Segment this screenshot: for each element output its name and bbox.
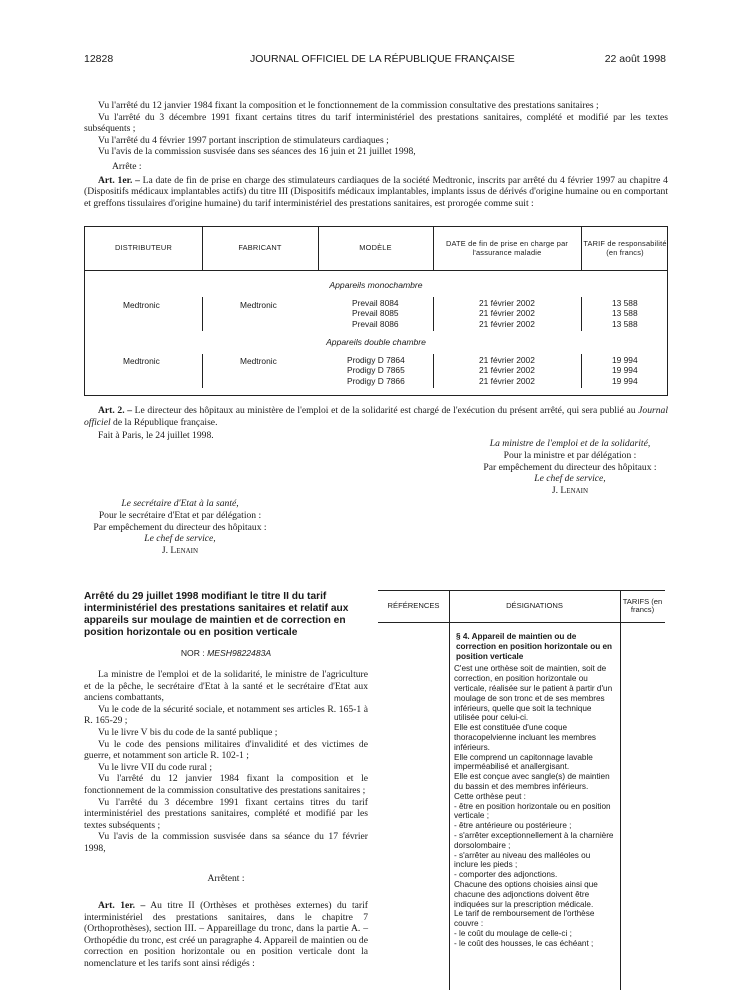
issue-date: 22 août 1998: [604, 53, 666, 65]
second-decree-left-column: [84, 591, 368, 970]
journal-title: JOURNAL OFFICIEL DE LA RÉPUBLIQUE FRANÇAISE: [250, 53, 515, 65]
designation-line: Elle est constituée d'une coque thoracopelvienne incluant les membres inférieurs.: [454, 723, 596, 752]
group-label: Appareils monochambre: [329, 280, 423, 290]
modele-cell: Prevail 8086: [352, 318, 399, 329]
signatory-role: Le chef de service,: [144, 533, 216, 545]
date-cell: 21 février 2002: [479, 355, 535, 365]
journal-officiel-ref: Journal officiel: [84, 405, 669, 428]
tarif-cell: 19 994: [612, 355, 638, 365]
article-1-label: Art. 1er. –: [98, 900, 146, 912]
col-header-tarif: TARIF de responsabilité (en francs): [583, 239, 667, 257]
distributeur-cell: Medtronic: [123, 300, 160, 310]
article-1-text: La date de fin de prise en charge des stimulateurs cardiaques de la société Medtronic, inscrits par arrêté du 4 février 1997 au chapitre 4 (Dispositifs médicaux implantables actifs) du titre III (Dispositifs médicaux implantables, implants issus de dérivés d'origine humaine ou en comportant et greffons tissulaires d'origine humaine) du tarif interministériel des prestations sanitaires, est prorogée comme suit :: [84, 174, 668, 209]
modele-cell: Prevail 8084: [352, 298, 399, 308]
date-cell: 21 février 2002: [479, 298, 535, 308]
article-2-text-end: de la République française.: [113, 416, 218, 428]
tarif-cell: 13 588: [612, 318, 638, 329]
signature-block-right: [460, 438, 680, 497]
modele-cell: Prodigy D 7865: [347, 365, 405, 376]
signatory-delegation: Pour le secrétaire d'Etat et par délégation :: [98, 509, 262, 521]
table-row: [352, 298, 399, 329]
arrete-heading: Arrête :: [112, 160, 142, 172]
modele-cell: Prodigy D 7864: [347, 355, 405, 365]
fabricant-cell: Medtronic: [240, 300, 277, 310]
signatory-name: J. Lenain: [161, 545, 199, 557]
designation-line: - s'arrêter exceptionnellement à la charnière dorsolombaire ;: [454, 830, 614, 850]
preamble-paragraph: La ministre de l'emploi et de la solidarité, le ministre de l'agriculture et de la pêche, le secrétaire d'Etat à la santé et le secrétaire d'Etat aux anciens combattants,: [84, 669, 368, 704]
visa-paragraph: Vu l'arrêté du 12 janvier 1984 fixant la composition et le fonctionnement de la commission consultative des prestations sanitaires ;: [98, 100, 599, 111]
designation-line: - être en position horizontale ou en position verticale ;: [454, 801, 611, 821]
designation-line: Elle comprend un capitonnage lavable imperméabilisé et anallergisant.: [454, 752, 593, 772]
signatory-impediment: Par empêchement du directeur des hôpitaux :: [93, 521, 267, 533]
orthesis-table: [378, 590, 665, 990]
second-article-1: [84, 900, 368, 970]
nor-code: MESH9822483A: [207, 648, 272, 658]
designation-line: Chacune des options choisies ainsi que chacune des adjonctions doivent être indiquées sur la prescription médicale.: [454, 879, 598, 909]
designation-line: - comporter des adjonctions.: [454, 870, 558, 880]
signatory-role: Le chef de service,: [534, 473, 606, 485]
nor-label: NOR :: [180, 648, 205, 658]
designation-line: - s'arrêter au niveau des malléoles ou inclure les pieds ;: [454, 850, 591, 870]
article-2-block: [84, 405, 668, 442]
visa-paragraph: Vu l'arrêté du 4 février 1997 portant inscription de stimulateurs cardiaques ;: [98, 134, 389, 146]
col-header-distributeur: DISTRIBUTEUR: [114, 243, 172, 253]
preamble-paragraph: Vu le livre VII du code rural ;: [98, 761, 213, 773]
article-1-label: Art. 1er. –: [98, 174, 140, 186]
signature-block-left: [70, 498, 290, 557]
signatory-name: J. Lenain: [551, 485, 589, 497]
col-header-date: DATE de fin de prise en charge par l'assurance maladie: [445, 239, 569, 257]
date-cell: 21 février 2002: [479, 375, 535, 386]
tarif-cell: 13 588: [612, 308, 638, 319]
preamble-paragraph: Vu le livre V bis du code de la santé publique ;: [98, 726, 278, 738]
nor-line: [84, 648, 368, 658]
signatory-impediment: Par empêchement du directeur des hôpitaux :: [483, 461, 657, 473]
group-label: Appareils double chambre: [326, 337, 426, 347]
designation-line: C'est une orthèse soit de maintien, soit de correction, en position horizontale ou verticale, réalisée sur le patient à partir d'un moulage de son tronc et de ses membres inférieurs, quelle que soit la technique utilisée pour celui-ci.: [454, 664, 613, 723]
signatory-delegation: Pour la ministre et par délégation :: [503, 449, 637, 461]
article-2-label: Art. 2. –: [98, 405, 133, 416]
designations-cell: [454, 632, 616, 949]
fait-a-paris: Fait à Paris, le 24 juillet 1998.: [98, 430, 214, 442]
first-decree-visas: [84, 100, 668, 209]
preamble-paragraph: Vu le code de la sécurité sociale, et notamment ses articles R. 165-1 à R. 165-29 ;: [84, 703, 368, 727]
modele-cell: Prevail 8085: [352, 308, 399, 319]
signatory-title: La ministre de l'emploi et de la solidarité,: [489, 438, 651, 449]
visa-paragraph: Vu l'avis de la commission susvisée dans ses séances des 16 juin et 21 juillet 1998,: [98, 146, 416, 158]
preamble-paragraph: Vu l'avis de la commission susvisée dans sa séance du 17 février 1998,: [84, 831, 368, 854]
visa-paragraph: Vu l'arrêté du 3 décembre 1991 fixant certains titres du tarif interministériel des prestations sanitaires, complété et modifié par les textes subséquents ;: [84, 111, 668, 135]
col-header-modele: MODÈLE: [359, 243, 392, 253]
tarif-cell: 19 994: [612, 365, 638, 376]
col-header-designations: DÉSIGNATIONS: [506, 600, 563, 610]
col-header-references: RÉFÉRENCES: [387, 600, 440, 610]
article-1-text: Au titre II (Orthèses et prothèses externes) du tarif interministériel des prestations sanitaires, dans le chapitre 7 (Orthoprothèses), section III. – Appareillage du tronc, dans la partie A. – Orthopédie du tronc, est créé un paragraphe 4. Appareil de maintien ou de correction en position horizontale ou en position verticale dont la nomenclature et les tarifs sont ainsi rédigés :: [84, 900, 368, 970]
article-2-text: Le directeur des hôpitaux au ministère de l'emploi et de la solidarité est chargé de l'exécution du présent arrêté, qui sera publié au: [134, 405, 636, 416]
article-1: [84, 175, 668, 210]
stimulators-table: [84, 226, 668, 396]
date-cell: 21 février 2002: [479, 318, 535, 329]
signatory-title: Le secrétaire d'Etat à la santé,: [121, 498, 239, 509]
designation-line: - le coût du moulage de celle-ci ;: [454, 928, 572, 938]
designation-line: - être antérieure ou postérieure ;: [454, 821, 572, 831]
designation-line: Cette orthèse peut :: [454, 791, 526, 801]
page-number: 12828: [84, 53, 114, 65]
col-header-tarifs: TARIFS (en francs): [622, 596, 663, 614]
distributeur-cell: Medtronic: [123, 356, 160, 366]
date-cell: 21 février 2002: [479, 365, 535, 376]
designation-line: Le tarif de remboursement de l'orthèse couvre :: [454, 909, 595, 929]
modele-cell: Prodigy D 7866: [347, 375, 405, 386]
preamble-paragraph: Vu l'arrêté du 12 janvier 1984 fixant la composition et le fonctionnement de la commission consultative des prestations sanitaires ;: [84, 773, 368, 796]
section-title: § 4. Appareil de maintien ou de correction en position horizontale ou en position verticale: [456, 632, 613, 661]
arretent-heading: Arrêtent :: [207, 872, 245, 884]
preamble-paragraph: Vu l'arrêté du 3 décembre 1991 fixant certains titres du tarif interministériel des prestations sanitaires, complété et modifié par les textes subséquents ;: [84, 796, 368, 831]
article-2: [84, 405, 668, 428]
col-header-fabricant: FABRICANT: [238, 243, 282, 253]
designation-line: - le coût des housses, le cas échéant ;: [454, 938, 594, 948]
designation-line: Elle est conçue avec sangle(s) de maintien du bassin et des membres inférieurs.: [454, 772, 610, 791]
preamble-paragraph: Vu le code des pensions militaires d'invalidité et des victimes de guerre, et notamment son article R. 102-1 ;: [84, 738, 368, 762]
fabricant-cell: Medtronic: [240, 356, 277, 366]
tarif-cell: 19 994: [612, 375, 638, 386]
date-cell: 21 février 2002: [479, 308, 535, 319]
tarif-cell: 13 588: [612, 298, 638, 308]
decree-title: Arrêté du 29 juillet 1998 modifiant le titre II du tarif interministériel des prestations sanitaires et relatif aux appareils sur moulage de maintien et de correction en position horizontale ou en position verticale: [84, 591, 349, 638]
